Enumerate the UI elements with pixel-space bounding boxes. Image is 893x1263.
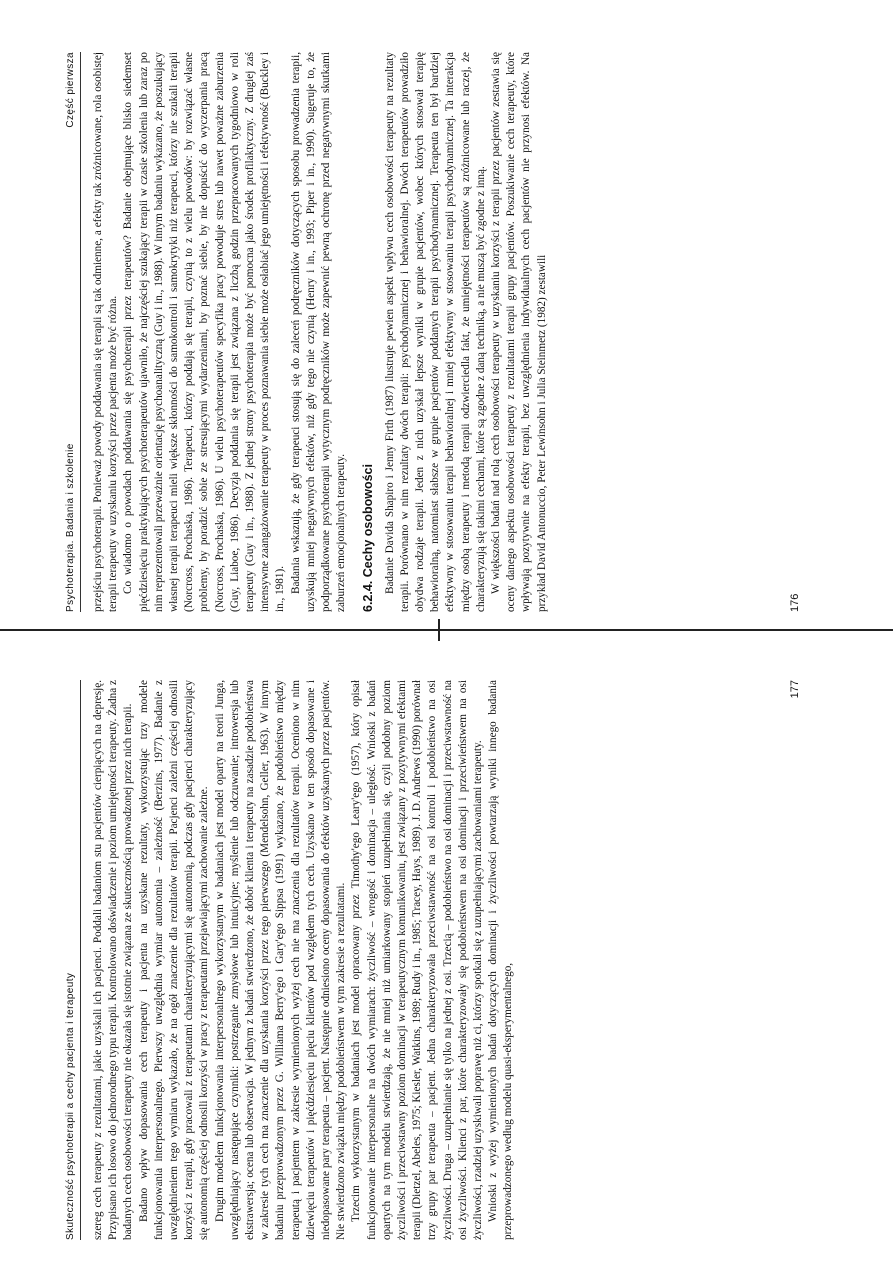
page-177 — [65, 680, 805, 1240]
section-heading: 6.2.4. Cechy osobowości — [361, 464, 376, 612]
paragraph: Badania wskazują, że gdy terapeuci stosują się do zaleceń podręczników dotyczących sposobu prowadzenia terapii, uzyskują mniej negatywnych efektów, niż gdy tego nie czynią (Henry i in., 1993; Piper i in., 1990). Sugeruje to, że podporządkowane psychoterapii wytycznym podręczników może zapewnić pewną ochronę przed negatywnymi skutkami zaburzeń emocjonalnych terapeuty. — [289, 52, 348, 612]
page-number: 176 — [789, 593, 801, 612]
running-head-title: Skuteczność psychoterapii a cechy pacjenta i terapeuty — [65, 972, 76, 1240]
paragraph: Wnioski z wyżej wymienionych badań dotyczących dominacji i życzliwości powtarzają wyniki innego badania przeprowadzonego według modelu quasi-eksperymentalnego, — [487, 680, 515, 1240]
paragraph: Badanie Davida Shapiro i Jenny Firth (1987) ilustruje pewien aspekt wpływu cech osobowości terapeuty na rezultaty terapii. Porównano w nim rezultaty dwóch terapii: psychodynamicznej i behawioralnej. Dwóch terapeutów prowadziło obydwa rodzaje terapii. Jeden z nich uzyskał lepsze wyniki w grupie pacjentów, wobec których stosował terapię behawioralną, natomiast słabsze w grupie pacjentów poddanych terapii psychodynamicznej. Terapeuta ten był bardziej efektywny w stosowaniu terapii behawioralnej i mniej efektywny w stosowaniu terapii psychodynamicznej. Ta interakcja między osobą terapeuty i metodą terapii odzwierciedla fakt, że umiejętności terapeutów są zróżnicowane lub raczej, że charakteryzują się takimi cechami, które są zgodne z daną techniką, a nie muszą być zgodne z inną. — [383, 52, 487, 612]
body-text — [91, 52, 550, 612]
paragraph: Drugim modelem funkcjonowania interpersonalnego wykorzystanym w badaniach jest model oparty na teorii Junga, uwzględniający następujące czynniki: postrzeganie zmysłowe lub intuicyjne; myślenie lub odczuwanie; introwersja lub ekstrawersja; ocena lub obserwacja. W jednym z badań stwierdzono, że dobór klienta i terapeuty na zasadzie podobieństwa w zakresie tych cech ma znaczenie dla uzyskania korzyści przez tego pierwszego (Mendelsohn, Geller, 1963). W innym badaniu przeprowadzonym przez G. Williama Berry'ego i Gary'ego Sippsa (1991) wykazano, że podobieństwo między terapeutą i pacjentem w zakresie wymienionych wyżej cech nie ma znaczenia dla rezultatów terapii. Oceniono w nim dziewięciu terapeutów i pięćdziesięciu pięciu klientów pod względem tych cech. Uzyskano w ten sposób dopasowane i niedopasowane pary terapeuta – pacjent. Następnie odniesiono oceny dopasowania do efektów uzyskanych przez pacjentów. Nie stwierdzono związku między podobieństwem w tym zakresie a rezultatami. — [213, 680, 348, 1240]
page-divider — [0, 629, 893, 631]
paragraph: szereg cech terapeuty z rezultatami, jakie uzyskali ich pacjenci. Poddali badaniom stu pacjentów cierpiących na depresję. Przypisano ich losowo do jednorodnego typu terapii. Kontrolowano doświadczenie i poziom umiejętności terapeuty. Żadna z badanych cech osobowości terapeuty nie okazała się istotnie związana ze skutecznością prowadzonej przez nich terapii. — [92, 680, 135, 1240]
paragraph: przejściu psychoterapii. Ponieważ powody poddawania się terapii są tak odmienne, a efekty tak zróżnicowane, rola osobistej terapii terapeuty w uzyskaniu korzyści przez pacjenta może być różna. — [92, 52, 120, 612]
running-head-title: Psychoterapia. Badania i szkolenie — [65, 443, 76, 612]
paragraph: Trzecim wykorzystanym w badaniach jest model opracowany przez Timothy'ego Leary'ego (1957), który opisał funkcjonowanie interpersonalne na dwóch wymiarach: życzliwość – wrogość i dominacja – uległość. Wnioski z badań opartych na tym modelu stwierdzają, że nie mniej niż umiarkowany stopień uzupełniania się, czyli podobny poziom życzliwości i przeciwstawny poziom dominacji w terapeutycznym komunikowaniu, jest związany z pozytywnymi efektami terapii (Dietzel, Abeles, 1975; Kiesler, Watkins, 1989; Rudy i in., 1985; Tracey, Hays, 1989). J. D. Andrews (1990) porównał trzy grupy par terapeuta – pacjent. Jedna charakteryzowała przeciwstawność na osi kontroli i podobieństwo na osi życzliwości. Druga – uzupełnianie się tylko na jednej z osi. Trzecią – podobieństwo na osi dominacji i przeciwstawność na osi życzliwości. Klienci z par, które charakteryzowały się podobieństwem na osi dominacji i przeciwieństwem na osi życzliwości, rzadziej uzyskiwali poprawę niż ci, którzy spotkali się z uzupełniającymi zachowaniami terapeuty. — [350, 680, 485, 1240]
paragraph: Co wiadomo o powodach poddawania się psychoterapii przez terapeutów? Badanie obejmujące blisko siedemset pięćdziesięciu praktykujących psychoterapeutów ujawniło, że najczęściej szukający terapii w czasie szkolenia lub zaraz po nim reprezentowali przeważnie orientację psychoanalityczną (Guy i in., 1988). W innym badaniu wykazano, że poszukujący własnej terapii terapeuci mieli większe skłonności do samokontroli i samokrytyki niż terapeuci, którzy nie szukali terapii (Norcross, Prochaska, 1986). Terapeuci, którzy poddają się terapii, czynią to z wielu powodów: by rozwiązać własne problemy, by poradzić sobie ze stresującymi wydarzeniami, by poznać siebie, by nie dopuścić do wyczerpania pracą (Norcross, Prochaska, 1986). U wielu psychoterapeutów specyfika pracy powoduje stres lub nawet poważne zaburzenia (Guy, Liaboe, 1986). Decyzja poddania się terapii jest związana z liczbą godzin przepracowanych tygodniowo w roli terapeuty (Guy i in., 1988). Z jednej strony psychoterapia może być pomocna jako środek profilaktyczny. Z drugiej zaś intensywne zaangażowanie terapeuty w proces poznawania siebie może osłabiać jego umiejętności i efektywność (Buckley i in., 1981). — [122, 52, 287, 612]
paragraph: Badano wpływ dopasowania cech terapeuty i pacjenta na uzyskane rezultaty, wykorzystując trzy modele funkcjonowania interpersonalnego. Pierwszy uwzględnia wymiar autonomia – zależność (Berzins, 1977). Badanie z uwzględnieniem tego wymiaru wykazało, że na ogół znaczenie dla rezultatów terapii. Pacjenci zależni częściej odnosili korzyści z terapii, gdy pracowali z terapeutami charakteryzującymi się autonomią, podczas gdy pacjenci charakteryzujący się autonomią częściej odnosili korzyści w pracy z terapeutami przejawiającymi zachowanie zależne. — [137, 680, 211, 1240]
running-head-part: Część pierwsza — [65, 52, 76, 128]
running-head — [65, 680, 81, 1240]
page-number: 177 — [789, 680, 801, 699]
running-head — [65, 52, 81, 612]
body-text — [91, 680, 517, 1240]
divider-tick — [438, 619, 440, 641]
page-176 — [65, 52, 805, 612]
paragraph: W większości badań nad rolą cech osobowości terapeuty w uzyskaniu korzyści z terapii przez pacjentów zestawia się oceny danego aspektu osobowości terapeuty z rezultatami terapii grupy pacjentów. Poszukiwanie cech terapeuty, które wpływają pozytywnie na efekty terapii, bez uwzględnienia indywidualnych cech pacjentów nie przynosi efektów. Na przykład David Antonuccio, Peter Lewinsohn i Julia Steinmetz (1982) zestawili — [490, 52, 548, 612]
